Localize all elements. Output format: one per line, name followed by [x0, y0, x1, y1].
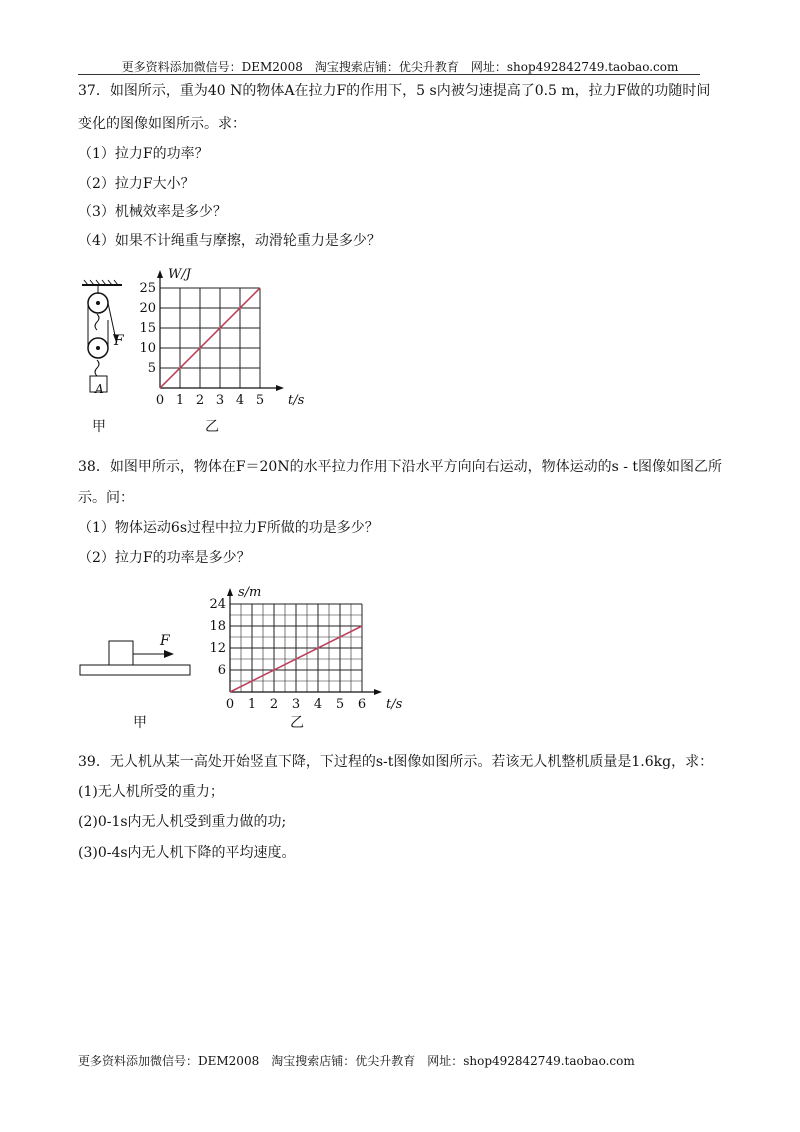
y-tick-label: 20 [139, 301, 156, 316]
pulley-force-label: F [114, 333, 124, 349]
pulley-diagram [78, 280, 138, 400]
q37-fig-left-caption: 甲 [92, 419, 106, 435]
q38-fig-left-caption: 甲 [133, 715, 147, 731]
block-a-label: A [95, 382, 104, 396]
x-tick-label: 5 [335, 697, 345, 712]
q37-fig-right-caption: 乙 [205, 419, 219, 435]
x-tick-label: 4 [313, 697, 323, 712]
y-tick-label: 10 [139, 341, 156, 356]
x-tick-label: 2 [269, 697, 279, 712]
q38-stem-cont: 示。问： [78, 490, 134, 506]
q37-stem-cont: 变化的图像如图所示。求： [78, 116, 246, 132]
x-tick-label: 5 [255, 393, 265, 408]
page-header: 更多资料添加微信号：DEM2008 淘宝搜索店铺：优尖升教育 网址：shop492842749.taobao.com [121, 60, 679, 74]
y-tick-label: 24 [209, 597, 226, 612]
x-tick-label: 0 [155, 393, 165, 408]
x-tick-label: 6 [357, 697, 367, 712]
y-tick-label: 18 [209, 619, 226, 634]
x-axis-arrow [374, 689, 382, 695]
data-line [160, 288, 260, 388]
q37-part-3: （3）机械效率是多少？ [78, 204, 227, 220]
work-time-chart [140, 262, 310, 412]
x-tick-label: 3 [291, 697, 301, 712]
q37-part-2: （2）拉力F大小？ [78, 176, 195, 192]
x-tick-label: 1 [247, 697, 257, 712]
x-axis-label: t/s [386, 697, 403, 712]
y-axis-label: W/J [168, 267, 191, 282]
q39-stem: 39．无人机从某一高处开始竖直下降，下过程的s-t图像如图所示。若该无人机整机质量是1.6kg，求： [78, 754, 714, 770]
x-tick-label: 1 [175, 393, 185, 408]
block-on-surface-diagram [78, 630, 198, 680]
y-axis-arrow [227, 588, 233, 596]
y-tick-label: 5 [147, 361, 156, 376]
x-axis-arrow [276, 385, 284, 391]
header-divider [78, 74, 700, 75]
x-tick-label: 4 [235, 393, 245, 408]
q37-part-1: （1）拉力F的功率？ [78, 146, 209, 162]
x-tick-label: 0 [225, 697, 235, 712]
q38-part-2: （2）拉力F的功率是多少？ [78, 550, 251, 566]
y-tick-label: 15 [139, 321, 156, 336]
x-tick-label: 3 [215, 393, 225, 408]
q38-part-1: （1）物体运动6s过程中拉力F所做的功是多少？ [78, 520, 379, 536]
y-tick-label: 6 [217, 663, 226, 678]
q38-stem: 38．如图甲所示，物体在F＝20N的水平拉力作用下沿水平方向向右运动，物体运动的s - t图像如图乙所 [78, 459, 723, 475]
page-footer: 更多资料添加微信号：DEM2008 淘宝搜索店铺：优尖升教育 网址：shop492842749.taobao.com [78, 1054, 635, 1068]
y-tick-label: 12 [209, 641, 226, 656]
y-axis-arrow [157, 270, 163, 278]
y-axis-label: s/m [238, 585, 262, 600]
q39-part-1: (1)无人机所受的重力； [78, 784, 224, 800]
q38-fig-right-caption: 乙 [290, 715, 304, 731]
q38-force-label: F [160, 633, 170, 649]
q39-part-3: (3)0-4s内无人机下降的平均速度。 [78, 845, 296, 861]
x-tick-label: 2 [195, 393, 205, 408]
displacement-time-chart [205, 577, 403, 712]
y-tick-label: 25 [139, 281, 156, 296]
q39-part-2: (2)0-1s内无人机受到重力做的功; [78, 814, 287, 830]
q37-stem: 37．如图所示，重为40 N的物体A在拉力F的作用下，5 s内被匀速提高了0.5 m，拉力F做的功随时间 [78, 83, 711, 99]
x-axis-label: t/s [288, 393, 305, 408]
q37-part-4: （4）如果不计绳重与摩擦，动滑轮重力是多少？ [78, 233, 381, 249]
